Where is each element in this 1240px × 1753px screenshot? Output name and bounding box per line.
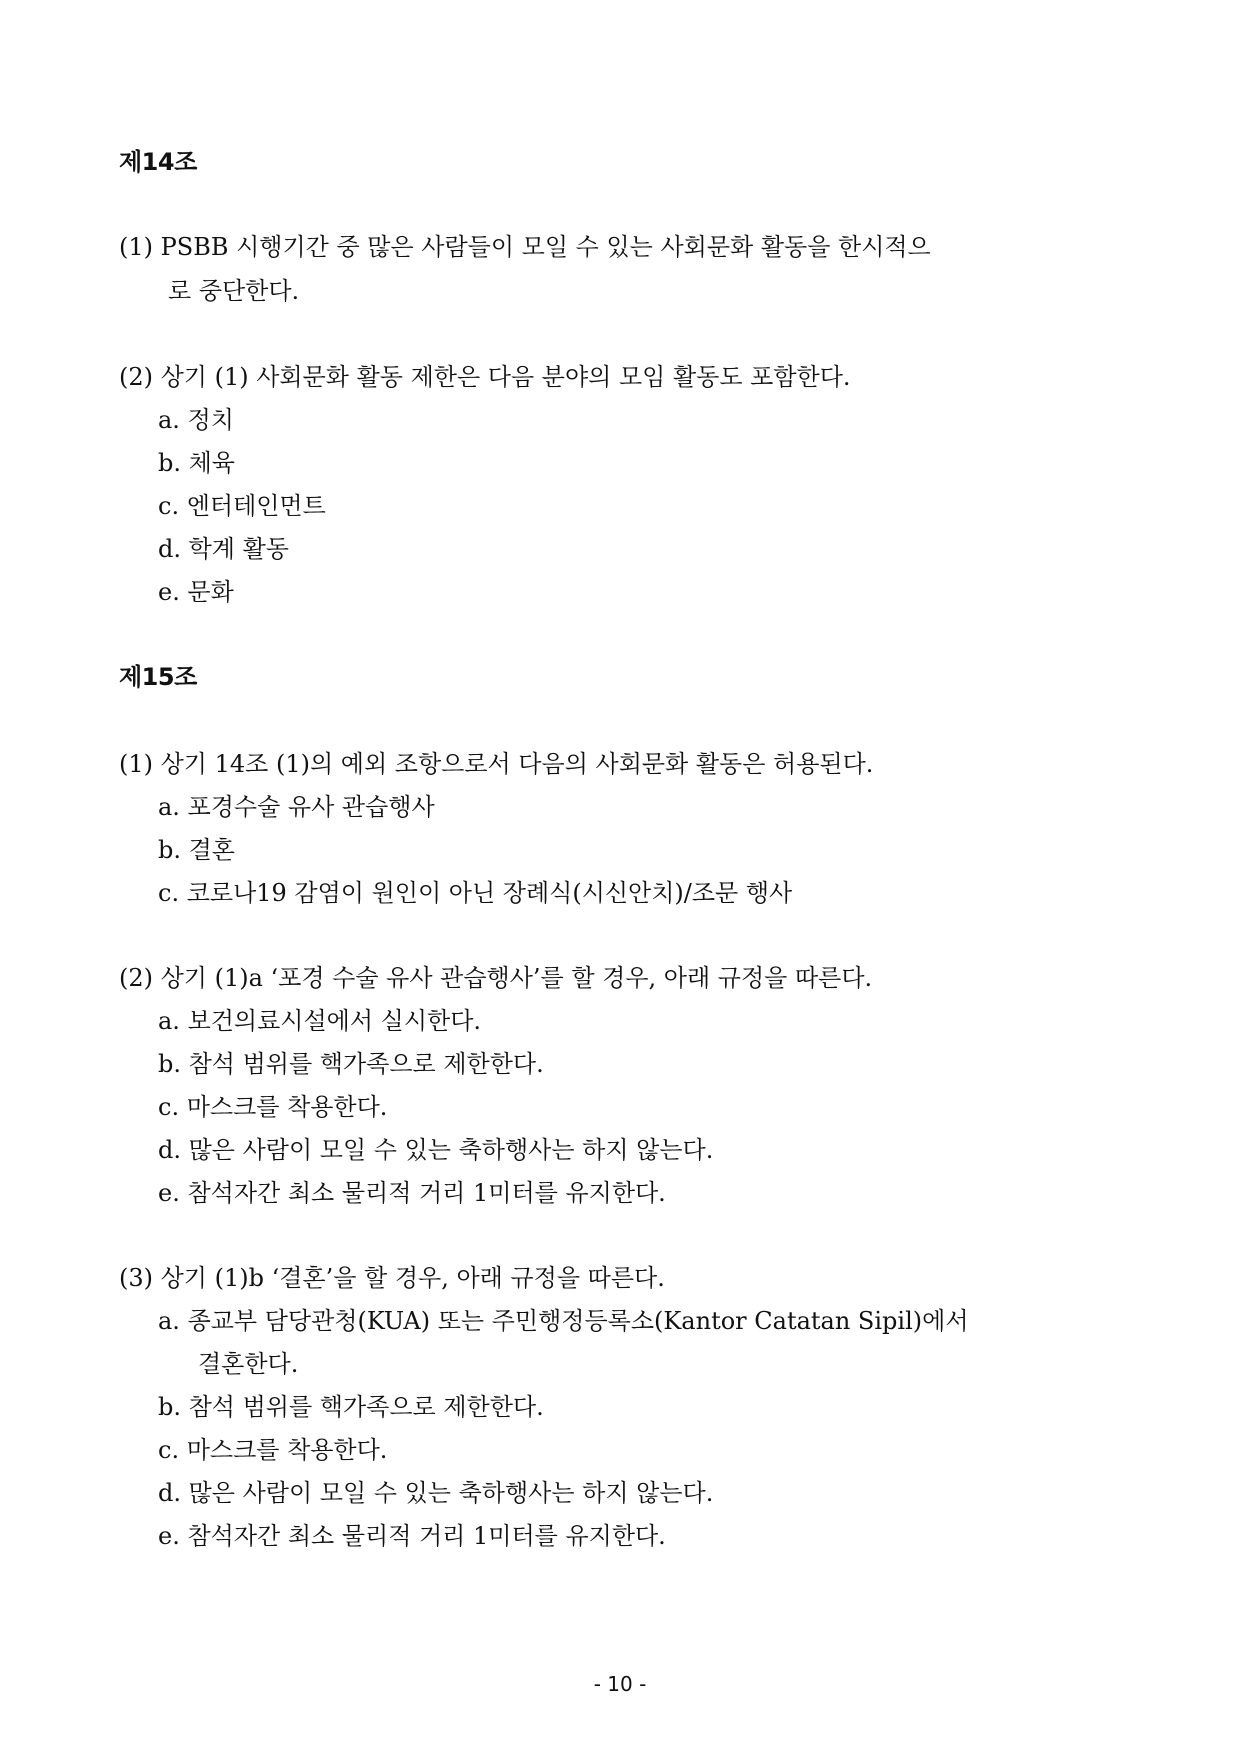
article-15-paragraph-2: (2) 상기 (1)a ‘포경 수술 유사 관습행사’를 할 경우, 아래 규정을 따른다. bbox=[119, 964, 873, 992]
list-item: c. 코로나19 감염이 원인이 아닌 장례식(시신안치)/조문 행사 bbox=[158, 879, 793, 907]
list-item: a. 포경수술 유사 관습행사 bbox=[158, 793, 435, 821]
list-item: a. 정치 bbox=[158, 406, 234, 434]
list-item: d. 많은 사람이 모일 수 있는 축하행사는 하지 않는다. bbox=[158, 1479, 714, 1507]
list-item: c. 엔터테인먼트 bbox=[158, 492, 326, 520]
list-item: b. 참석 범위를 핵가족으로 제한한다. bbox=[158, 1050, 544, 1078]
list-item: e. 참석자간 최소 물리적 거리 1미터를 유지한다. bbox=[158, 1522, 666, 1550]
article-15-title: 제15조 bbox=[119, 663, 197, 691]
article-15-paragraph-3: (3) 상기 (1)b ‘결혼’을 할 경우, 아래 규정을 따른다. bbox=[119, 1264, 665, 1292]
list-item: b. 참석 범위를 핵가족으로 제한한다. bbox=[158, 1393, 544, 1421]
list-item: d. 많은 사람이 모일 수 있는 축하행사는 하지 않는다. bbox=[158, 1136, 714, 1164]
list-item: a. 보건의료시설에서 실시한다. bbox=[158, 1007, 482, 1035]
article-14-paragraph-1-line-1: (1) PSBB 시행기간 중 많은 사람들이 모일 수 있는 사회문화 활동을 한시적으 bbox=[119, 233, 931, 261]
article-14-paragraph-1-line-2: 로 중단한다. bbox=[168, 277, 300, 305]
list-item-continuation: 결혼한다. bbox=[198, 1350, 299, 1378]
list-item: a. 종교부 담당관청(KUA) 또는 주민행정등록소(Kantor Catatan Sipil)에서 bbox=[158, 1307, 969, 1335]
list-item: d. 학계 활동 bbox=[158, 535, 289, 563]
article-15-paragraph-1: (1) 상기 14조 (1)의 예외 조항으로서 다음의 사회문화 활동은 허용된다. bbox=[119, 750, 874, 778]
page-number: - 10 - bbox=[593, 1672, 647, 1696]
list-item: e. 참석자간 최소 물리적 거리 1미터를 유지한다. bbox=[158, 1179, 666, 1207]
list-item: c. 마스크를 착용한다. bbox=[158, 1436, 388, 1464]
list-item: b. 체육 bbox=[158, 449, 235, 477]
list-item: c. 마스크를 착용한다. bbox=[158, 1093, 388, 1121]
article-14-title: 제14조 bbox=[119, 148, 197, 176]
list-item: b. 결혼 bbox=[158, 836, 235, 864]
list-item: e. 문화 bbox=[158, 578, 234, 606]
article-14-paragraph-2: (2) 상기 (1) 사회문화 활동 제한은 다음 분야의 모임 활동도 포함한다. bbox=[119, 363, 851, 391]
